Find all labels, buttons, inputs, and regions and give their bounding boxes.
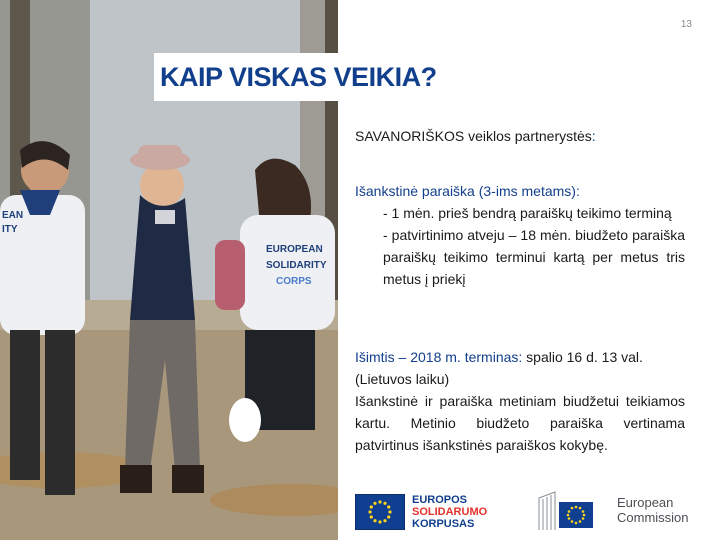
svg-text:CORPS: CORPS: [276, 276, 312, 287]
page-number: 13: [680, 19, 692, 30]
exception-body: Išankstinė ir paraiška metiniam biudžetui teikiamos kartu. Metinio biudžeto paraiška vertinama patvirtinus išankstinės paraiškos kokybę.: [355, 393, 685, 453]
title-box: [154, 53, 437, 101]
svg-text:SOLIDARITY: SOLIDARITY: [266, 260, 327, 271]
commission-building-icon: [537, 488, 611, 532]
exception-highlight: Išimtis – 2018 m. terminas:: [355, 349, 523, 365]
svg-text:ITY: ITY: [2, 224, 18, 235]
exception-date: spalio 16 d. 13 val. (Lietuvos laiku): [355, 349, 643, 387]
european-solidarity-corps-logo: [355, 494, 487, 530]
esc-logo-line2: SOLIDARUMO: [412, 506, 488, 518]
esc-logo-text: [412, 494, 487, 530]
preliminary-application-heading: Išankstinė paraiška (3-ims metams):: [355, 183, 580, 199]
esc-logo-line1: EUROPOS: [412, 494, 468, 506]
commission-logo-line2: Commission: [617, 510, 689, 525]
commission-logo-text: [617, 495, 689, 525]
esc-logo-line3: KORPUSAS: [412, 518, 475, 530]
preliminary-item-1: - 1 mėn. prieš bendrą paraiškų teikimo terminą: [383, 205, 672, 221]
preliminary-item-2: - patvirtinimo atveju – 18 mėn. biudžeto paraiška paraiškų teikimo terminui kartą per metus tris metus į priekį: [383, 227, 685, 287]
page-title: KAIP VISKAS VEIKIA?: [160, 61, 437, 92]
european-commission-logo: [537, 488, 689, 532]
eu-flag-icon: [355, 494, 405, 530]
partnership-heading-text: SAVANORIŠKOS veiklos partnerystės: [355, 128, 592, 144]
partnership-heading-colon: :: [591, 128, 596, 144]
preliminary-application-section: [355, 180, 685, 290]
exception-section: [355, 346, 685, 456]
shirt-text-right-1: EUROPEAN: [266, 244, 323, 255]
logo-bar: [355, 488, 695, 534]
partnership-heading: [355, 128, 596, 144]
commission-logo-line1: European: [617, 495, 674, 510]
shirt-text-left: EAN: [2, 210, 24, 221]
